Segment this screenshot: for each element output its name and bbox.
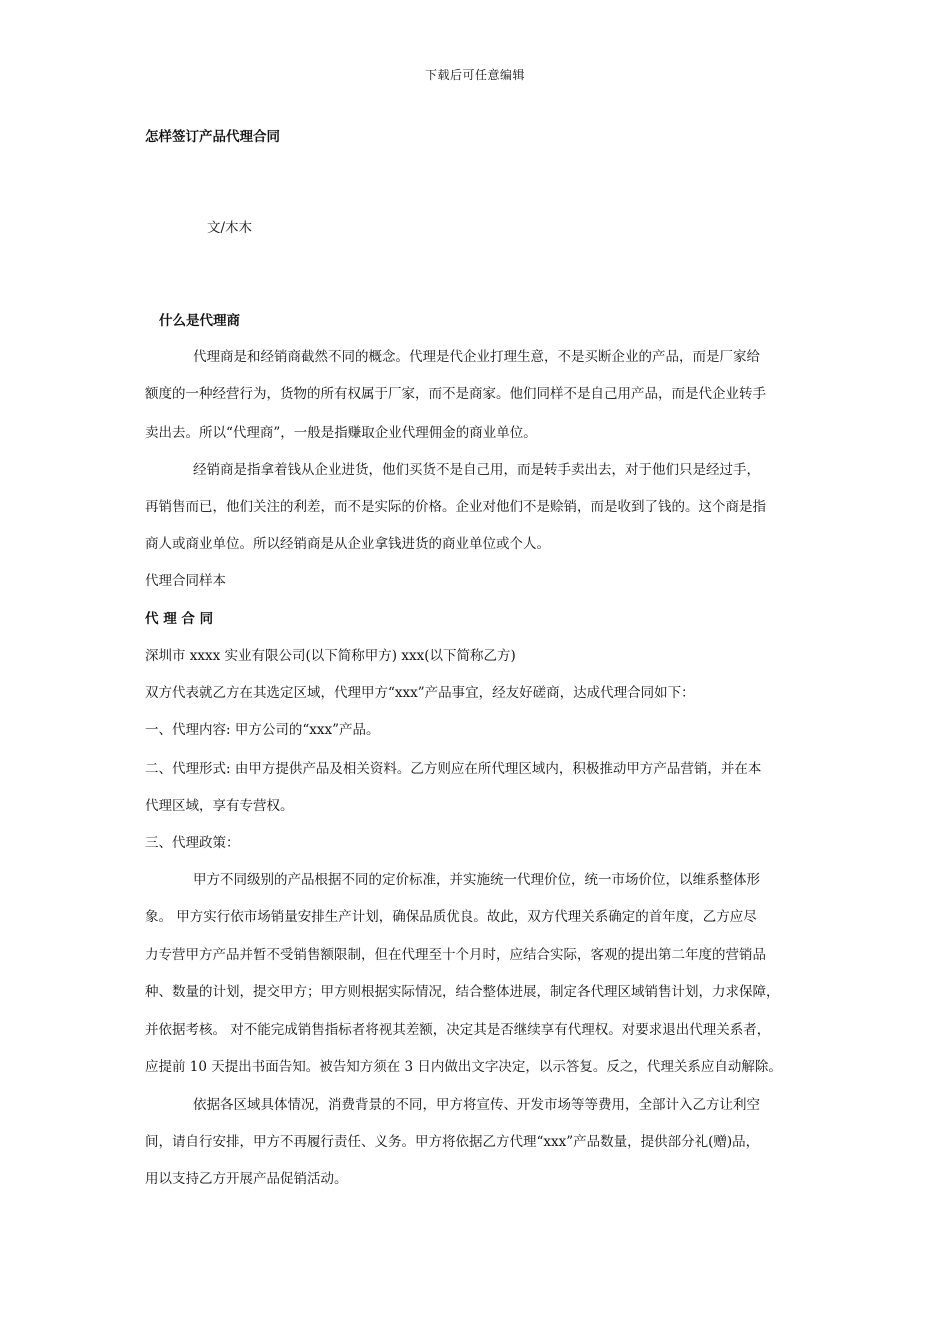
- contract-preamble: 双方代表就乙方在其选定区域，代理甲方“xxx”产品事宜，经友好磋商，达成代理合同如下：: [145, 685, 695, 701]
- clause-3-line: 依据各区域具体情况，消费背景的不同，甲方将宣传、开发市场等等费用，全部计入乙方让利空: [193, 1097, 760, 1113]
- section-heading: 什么是代理商: [159, 313, 240, 329]
- clause-3-heading: 三、代理政策：: [145, 835, 240, 851]
- author-line: 文/木木: [207, 220, 253, 236]
- contract-parties: 深圳市 xxxx 实业有限公司(以下简称甲方) xxx(以下简称乙方): [145, 648, 516, 664]
- paragraph-line: 经销商是指拿着钱从企业进货，他们买货不是自己用，而是转手卖出去，对于他们只是经过手，: [193, 462, 760, 478]
- clause-3-line: 并依据考核。 对不能完成销售指标者将视其差额，决定其是否继续享有代理权。对要求退出代理关系者，: [145, 1022, 771, 1038]
- clause-3-line: 应提前 10 天提出书面告知。被告知方须在 3 日内做出文字决定，以示答复。反之，代理关系应自动解除。: [145, 1059, 782, 1075]
- clause-3-line: 间，请自行安排，甲方不再履行责任、义务。甲方将依据乙方代理“xxx”产品数量，提供部分礼(赠)品，: [145, 1134, 760, 1150]
- paragraph-line: 代理商是和经销商截然不同的概念。代理是代企业打理生意，不是买断企业的产品，而是厂家给: [193, 349, 760, 365]
- clause-3-line: 甲方不同级别的产品根据不同的定价标准，并实施统一代理价位，统一市场价位，以维系整体形: [193, 872, 760, 888]
- document-title: 怎样签订产品代理合同: [145, 129, 280, 145]
- clause-3-line: 象。 甲方实行依市场销量安排生产计划，确保品质优良。故此，双方代理关系确定的首年度，乙方应尽: [145, 909, 757, 925]
- paragraph-line: 卖出去。所以“代理商”，一般是指赚取企业代理佣金的商业单位。: [145, 425, 537, 441]
- clause-1: 一、代理内容: 甲方公司的“xxx”产品。: [145, 722, 380, 738]
- page-header: 下载后可任意编辑: [424, 68, 525, 82]
- contract-title: 代 理 合 同: [145, 611, 214, 627]
- contract-sample-label: 代理合同样本: [145, 573, 226, 589]
- clause-3-line: 力专营甲方产品并暂不受销售额限制，但在代理至十个月时，应结合实际，客观的提出第二年度的营销品: [145, 947, 766, 963]
- paragraph-line: 额度的一种经营行为，货物的所有权属于厂家，而不是商家。他们同样不是自己用产品，而是代企业转手: [145, 386, 766, 402]
- clause-2-line: 代理区域，享有专营权。: [145, 798, 294, 814]
- paragraph-line: 再销售而已，他们关注的利差，而不是实际的价格。企业对他们不是赊销，而是收到了钱的。这个商是指: [145, 499, 766, 515]
- paragraph-line: 商人或商业单位。所以经销商是从企业拿钱进货的商业单位或个人。: [145, 536, 550, 552]
- clause-3-line: 种、数量的计划，提交甲方；甲方则根据实际情况，结合整体进展，制定各代理区域销售计划，力求保障，: [145, 984, 780, 1000]
- clause-3-line: 用以支持乙方开展产品促销活动。: [145, 1171, 348, 1187]
- clause-2-line: 二、代理形式: 由甲方提供产品及相关资料。乙方则应在所代理区域内，积极推动甲方产品营销，并在本: [145, 761, 762, 777]
